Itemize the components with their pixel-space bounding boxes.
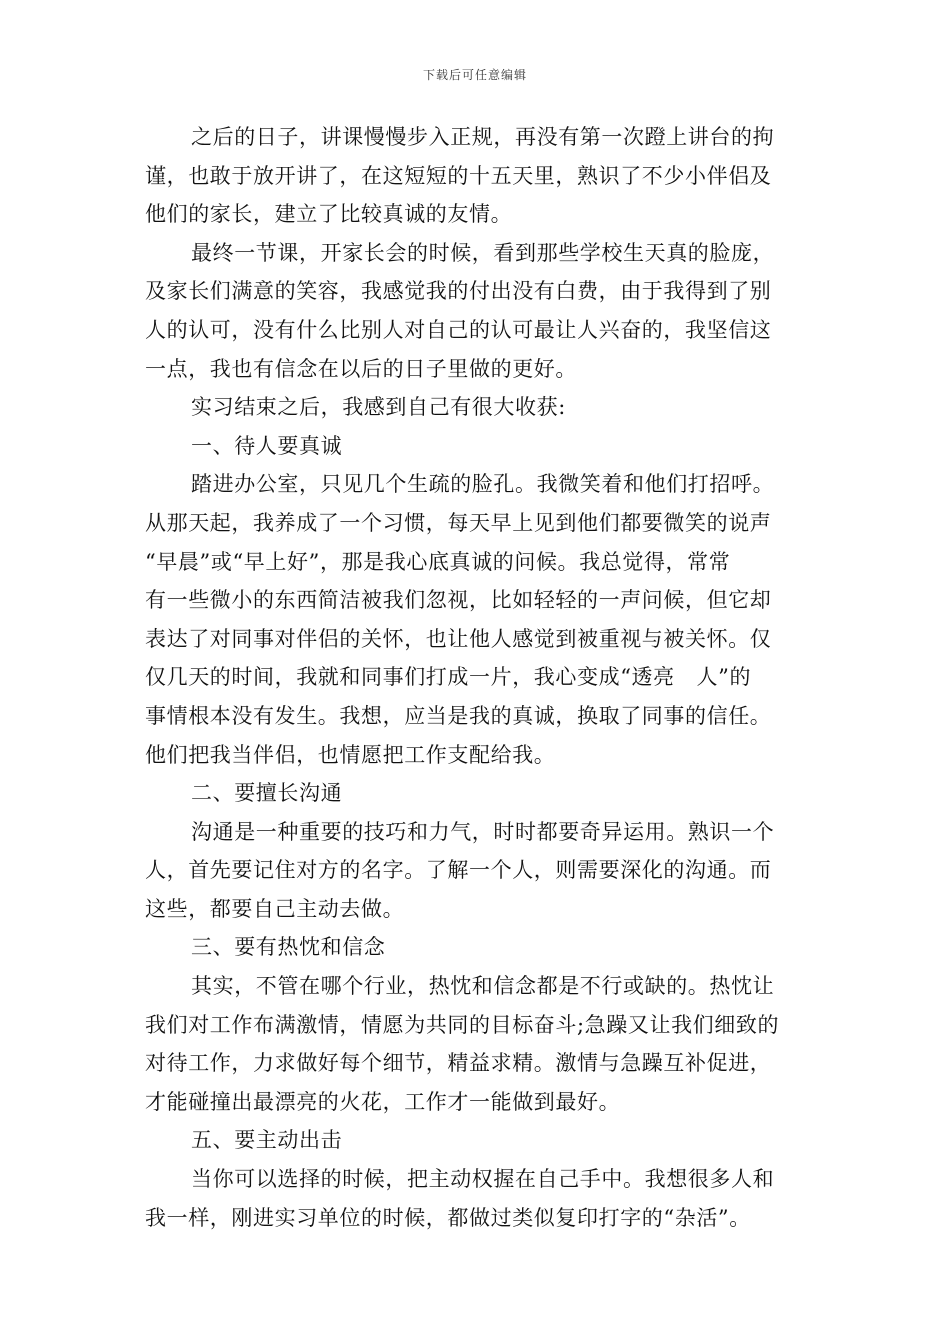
text-line: 五、要主动出击 [191,1128,343,1153]
text-line: 一、待人要真诚 [191,433,343,458]
text-line: 三、要有热忱和信念 [191,935,386,960]
header-note: 下载后可任意编辑 [422,68,527,82]
text-line: 人，首先要记住对方的名字。了解一个人，则需要深化的沟通。而 [145,858,772,883]
text-line: 谨，也敢于放开讲了，在这短短的十五天里，熟识了不少小伴侣及 [145,163,772,188]
text-line: 对待工作，力求做好每个细节，精益求精。激情与急躁互补促进， [145,1051,772,1076]
text-line: 我们对工作布满激情，情愿为共同的目标奋斗;急躁又让我们细致的 [145,1012,780,1037]
text-line: 从那天起，我养成了一个习惯，每天早上见到他们都要微笑的说声 [145,510,772,535]
body-text [145,118,805,1237]
text-line: 表达了对同事对伴侣的关怀，也让他人感觉到被重视与被关怀。仅 [145,626,772,651]
text-line: 这些，都要自己主动去做。 [145,896,405,921]
text-line: 一点，我也有信念在以后的日子里做的更好。 [145,356,577,381]
text-line: 有一些微小的东西简洁被我们忽视，比如轻轻的一声问候，但它却 [145,588,772,613]
text-line: 踏进办公室，只见几个生疏的脸孔。我微笑着和他们打招呼。 [191,472,775,497]
text-line: 才能碰撞出最漂亮的火花，工作才一能做到最好。 [145,1089,621,1114]
text-line: 事情根本没有发生。我想，应当是我的真诚，换取了同事的信任。 [145,703,772,728]
text-line: 二、要擅长沟通 [191,781,343,806]
text-line: “早晨”或“早上好”，那是我心底真诚的问候。我总觉得，常常 [145,549,731,574]
text-line: 我一样，刚进实习单位的时候，都做过类似复印打字的“杂活”。 [145,1205,751,1230]
text-line: 实习结束之后，我感到自己有很大收获: [191,395,566,420]
text-line: 之后的日子，讲课慢慢步入正规，再没有第一次蹬上讲台的拘 [191,125,775,149]
text-line: 当你可以选择的时候，把主动权握在自己手中。我想很多人和 [191,1167,775,1192]
text-line: 最终一节课，开家长会的时候，看到那些学校生天真的脸庞， [191,240,775,265]
text-line: 人的认可，没有什么比别人对自己的认可最让人兴奋的，我坚信这 [145,317,772,342]
text-line: 及家长们满意的笑容，我感觉我的付出没有白费，由于我得到了别 [145,279,772,304]
text-line: 他们的家长，建立了比较真诚的友情。 [145,202,513,227]
text-line: 沟通是一种重要的技巧和力气，时时都要奇异运用。熟识一个 [191,819,775,844]
text-line: 仅几天的时间，我就和同事们打成一片，我心变成“透亮 人”的 [145,665,752,690]
text-line: 他们把我当伴侣，也情愿把工作支配给我。 [145,742,556,767]
text-line: 其实，不管在哪个行业，热忱和信念都是不行或缺的。热忱让 [191,974,775,999]
